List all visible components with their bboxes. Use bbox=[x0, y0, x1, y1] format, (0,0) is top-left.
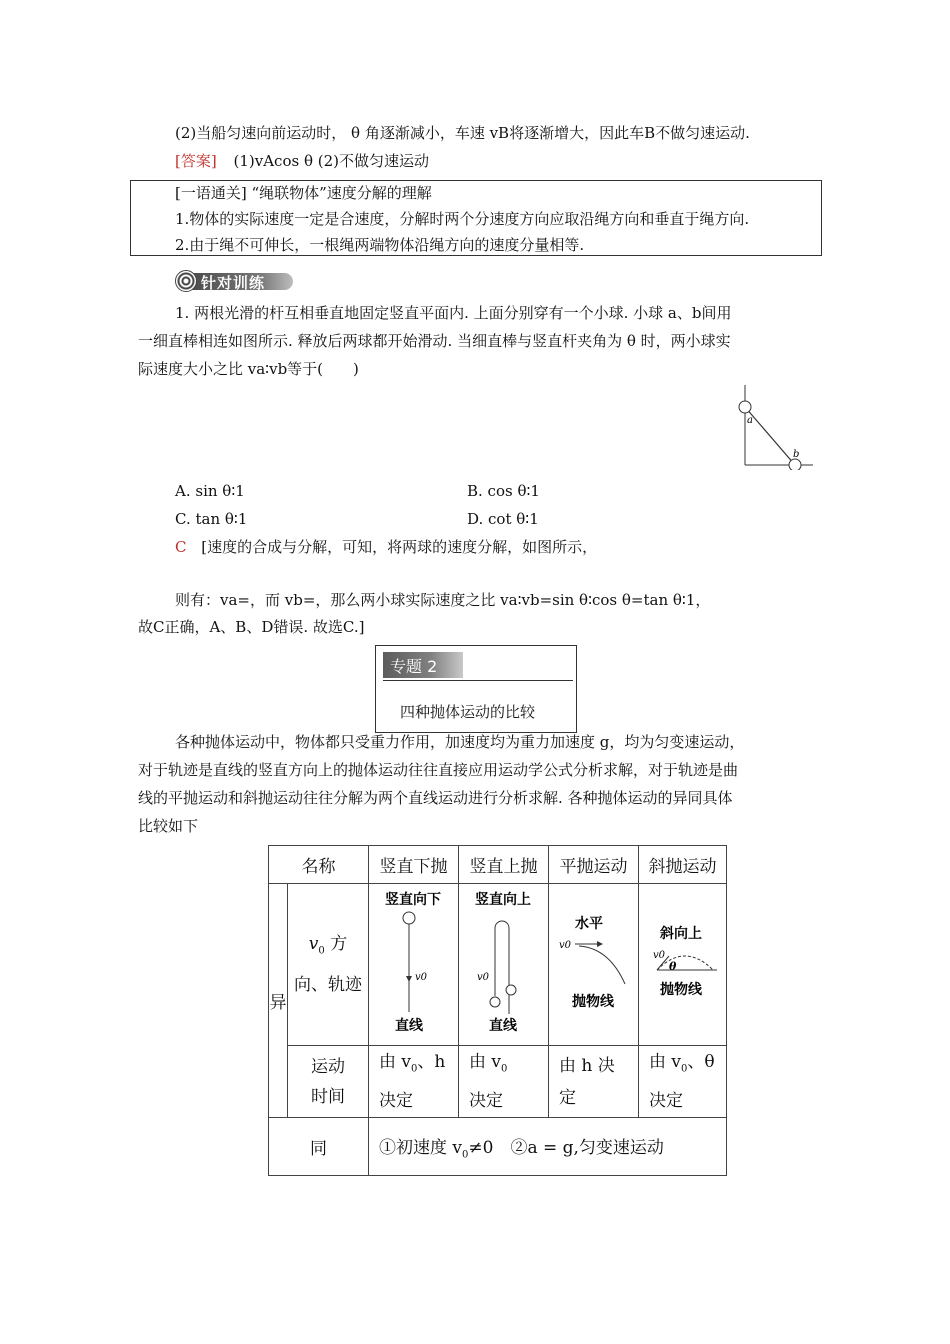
svg-text:直线: 直线 bbox=[489, 1018, 517, 1034]
tip-box-item-1: 1.物体的实际速度一定是合速度，分解时两个分速度方向应取沿绳方向和垂直于绳方向. bbox=[175, 210, 750, 228]
solution-paragraph-2: (2)当船匀速向前运动时， θ 角逐渐减小，车速 vB将逐渐增大，因此车B不做匀速运动. bbox=[175, 124, 750, 142]
time-oblique: 由 $v_0$、θ 决定 bbox=[639, 1046, 727, 1118]
vertical-down-figure bbox=[369, 884, 458, 1040]
question-line-1: 1. 两根光滑的杆互相垂直地固定竖直平面内. 上面分别穿有一个小球. 小球 a、b间用 bbox=[175, 304, 732, 322]
svg-text:抛物线: 抛物线 bbox=[660, 982, 702, 998]
target-icon bbox=[175, 270, 197, 292]
svg-text:竖直向下: 竖直向下 bbox=[385, 892, 441, 908]
horizontal-figure bbox=[549, 884, 638, 1040]
answer-line bbox=[175, 148, 429, 174]
svg-text:θ: θ bbox=[669, 960, 677, 973]
svg-text:抛物线: 抛物线 bbox=[572, 994, 614, 1010]
solution-line-3: 故C正确，A、B、D错误. 故选C.] bbox=[138, 618, 365, 636]
table-header-name: 名称 bbox=[269, 846, 369, 884]
table-header-vertical-down: 竖直下抛 bbox=[369, 846, 459, 884]
option-b[interactable]: B. cos θ∶1 bbox=[467, 482, 540, 500]
svg-text:水平: 水平 bbox=[575, 916, 603, 932]
question-line-3: 际速度大小之比 va∶vb等于( ) bbox=[138, 360, 359, 378]
solution-line-2: 则有：va=，而 vb=，那么两小球实际速度之比 va∶vb=sin θ∶cos θ=tan θ∶1， bbox=[175, 591, 711, 609]
vertical-up-figure bbox=[459, 884, 548, 1040]
fig-vertical-up-cell bbox=[459, 884, 549, 1046]
fig-oblique-cell bbox=[639, 884, 727, 1046]
answer-tag: [答案] bbox=[175, 152, 217, 170]
tip-box-item-2: 2.由于绳不可伸长，一根绳两端物体沿绳方向的速度分量相等. bbox=[175, 236, 585, 254]
time-horizontal: 由 h 决 定 bbox=[549, 1046, 639, 1118]
practice-badge bbox=[175, 270, 293, 292]
rod-figure bbox=[735, 385, 815, 470]
label-a: a bbox=[747, 415, 753, 426]
solution-key: C bbox=[175, 538, 187, 556]
svg-text:直线: 直线 bbox=[395, 1018, 423, 1034]
intro-line-3: 线的平抛运动和斜抛运动往往分解为两个直线运动进行分析求解. 各种抛体运动的异同具体 bbox=[138, 789, 733, 807]
ball-b bbox=[789, 459, 801, 470]
row-time-label: 运动 时间 bbox=[288, 1046, 369, 1118]
solution-line-1 bbox=[175, 534, 597, 560]
svg-text:斜向上: 斜向上 bbox=[660, 926, 702, 942]
option-c[interactable]: C. tan θ∶1 bbox=[175, 510, 248, 528]
comparison-table bbox=[268, 845, 727, 1176]
svg-text:v0: v0 bbox=[415, 972, 428, 983]
same-content: ①初速度 $v_0\ne 0$ ②a = g,匀变速运动 bbox=[369, 1118, 727, 1176]
fig-horizontal-cell bbox=[549, 884, 639, 1046]
same-label: 同 bbox=[269, 1118, 369, 1176]
fig-vertical-down-cell bbox=[369, 884, 459, 1046]
topic-divider bbox=[383, 680, 573, 681]
topic-tag: 专题 2 bbox=[390, 657, 438, 676]
svg-text:v0: v0 bbox=[559, 940, 572, 951]
diff-label: 异 bbox=[269, 884, 288, 1118]
table-header-horizontal: 平抛运动 bbox=[549, 846, 639, 884]
row-direction-label: $v_0$ 方 向、轨迹 bbox=[288, 884, 369, 1046]
intro-line-1: 各种抛体运动中，物体都只受重力作用，加速度均为重力加速度 g，均为匀变速运动， bbox=[175, 733, 745, 751]
oblique-figure bbox=[639, 884, 726, 1040]
ball-a bbox=[739, 401, 751, 413]
option-a[interactable]: A. sin θ∶1 bbox=[175, 482, 245, 500]
practice-badge-label: 针对训练 bbox=[201, 274, 266, 292]
label-b: b bbox=[793, 449, 800, 460]
table-header-vertical-up: 竖直上抛 bbox=[459, 846, 549, 884]
answer-text: (1)vAcos θ (2)不做匀速运动 bbox=[233, 152, 429, 170]
intro-line-4: 比较如下 bbox=[138, 817, 199, 835]
time-vertical-down: 由 $v_0$、h 决定 bbox=[369, 1046, 459, 1118]
intro-line-2: 对于轨迹是直线的竖直方向上的抛体运动往往直接应用运动学公式分析求解，对于轨迹是曲 bbox=[138, 761, 739, 779]
svg-text:v0: v0 bbox=[477, 972, 490, 983]
topic-title: 四种抛体运动的比较 bbox=[400, 703, 536, 721]
svg-text:v0: v0 bbox=[653, 950, 666, 961]
solution-text-1: [速度的合成与分解，可知，将两球的速度分解，如图所示， bbox=[201, 538, 598, 556]
tip-box-title: [一语通关] “绳联物体”速度分解的理解 bbox=[175, 184, 432, 202]
option-d[interactable]: D. cot θ∶1 bbox=[467, 510, 539, 528]
svg-text:竖直向上: 竖直向上 bbox=[475, 892, 531, 908]
question-line-2: 一细直棒相连如图所示. 释放后两球都开始滑动. 当细直棒与竖直杆夹角为 θ 时，两小球实 bbox=[138, 332, 731, 350]
time-vertical-up: 由 $v_0$ 决定 bbox=[459, 1046, 549, 1118]
table-header-oblique: 斜抛运动 bbox=[639, 846, 727, 884]
